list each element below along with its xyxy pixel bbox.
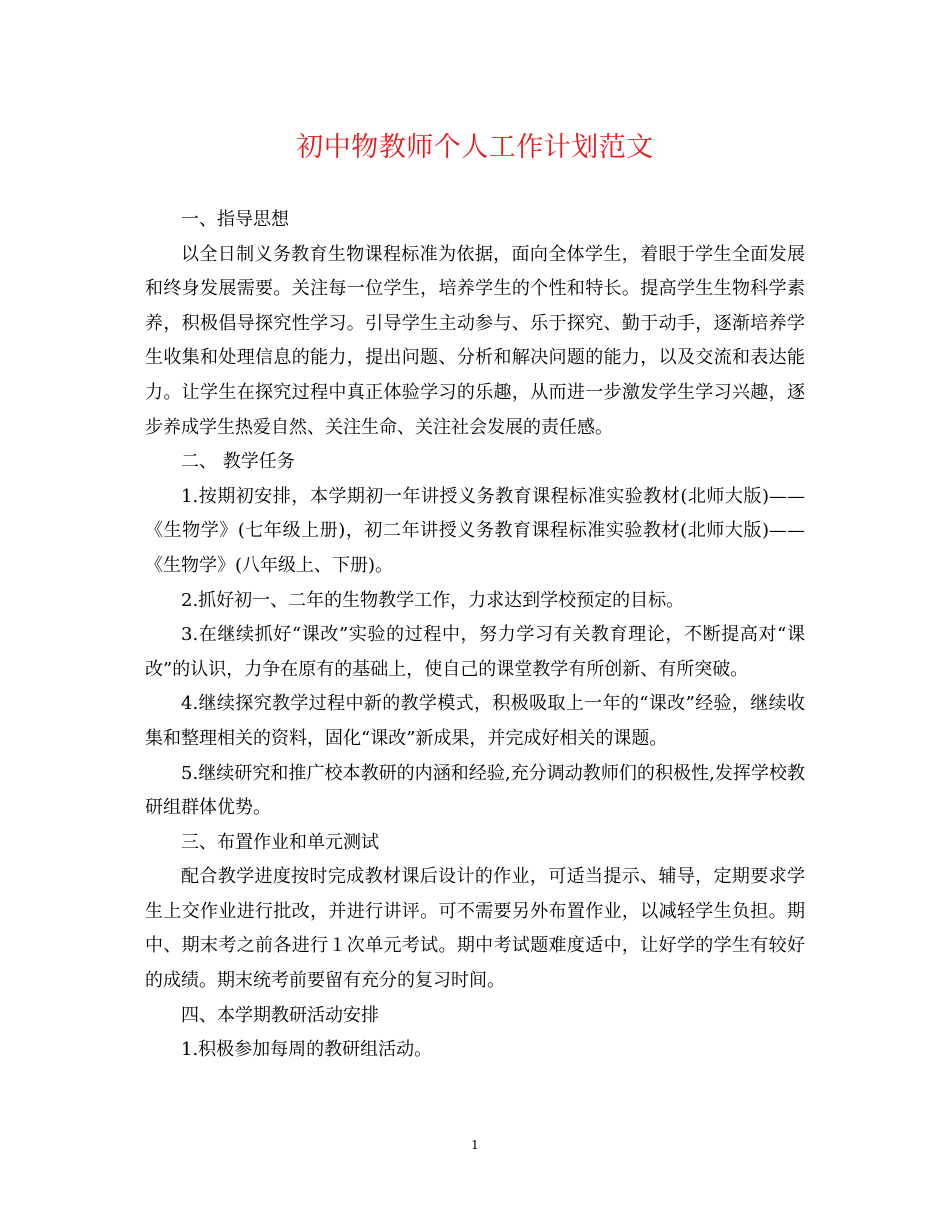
research-activity-item-1: 1.积极参加每周的教研组活动。 bbox=[181, 1039, 433, 1061]
page-number: 1 bbox=[471, 1138, 479, 1152]
task-item-4: 4.继续探究教学过程中新的教学模式，积极吸取上一年的“课改”经验，继续收集和整理相关的资料，固化“课改”新成果，并完成好相关的课题。 bbox=[145, 693, 805, 749]
task-item-5: 5.继续研究和推广校本教研的内涵和经验,充分调动教师们的积极性,发挥学校教研组群体优势。 bbox=[145, 762, 805, 819]
task-item-3: 3.在继续抓好“课改”实验的过程中，努力学习有关教育理论，不断提高对“课改”的认识，力争在原有的基础上，使自己的课堂教学有所创新、有所突破。 bbox=[145, 624, 805, 680]
section-heading-research-activities: 四、本学期教研活动安排 bbox=[181, 1004, 379, 1026]
task-item-2: 2.抓好初一、二年的生物教学工作，力求达到学校预定的目标。 bbox=[181, 589, 685, 611]
section-heading-guiding-thought: 一、指导思想 bbox=[181, 209, 289, 230]
paragraph-homework-tests: 配合教学进度按时完成教材课后设计的作业，可适当提示、辅导，定期要求学生上交作业进行批改，并进行讲评。可不需要另外布置作业，以减轻学生负担。期中、期末考之前各进行１次单元考试。期中考试题难度适中，让好学的学生有较好的成绩。期末统考前要留有充分的复习时间。 bbox=[145, 866, 805, 992]
document-title: 初中物教师个人工作计划范文 bbox=[296, 132, 654, 163]
paragraph-guiding-thought: 以全日制义务教育生物课程标准为依据，面向全体学生，着眼于学生全面发展和终身发展需要。关注每一位学生，培养学生的个性和特长。提高学生生物科学素养，积极倡导探究性学习。引导学生主动参与、乐于探究、勤于动手，逐渐培养学生收集和处理信息的能力，提出问题、分析和解决问题的能力，以及交流和表达能力。让学生在探究过程中真正体验学习的乐趣，从而进一步激发学生学习兴趣，逐步养成学生热爱自然、关注生命、关注社会发展的责任感。 bbox=[145, 243, 805, 438]
section-heading-teaching-tasks: 二、 教学任务 bbox=[181, 451, 295, 473]
task-item-1: 1.按期初安排，本学期初一年讲授义务教育课程标准实验教材(北师大版)——《生物学》(七年级上册)，初二年讲授义务教育课程标准实验教材(北师大版)——《生物学》(八年级上、下册)。 bbox=[145, 485, 805, 576]
document-body bbox=[145, 203, 805, 1068]
section-heading-homework-tests: 三、布置作业和单元测试 bbox=[181, 831, 379, 853]
